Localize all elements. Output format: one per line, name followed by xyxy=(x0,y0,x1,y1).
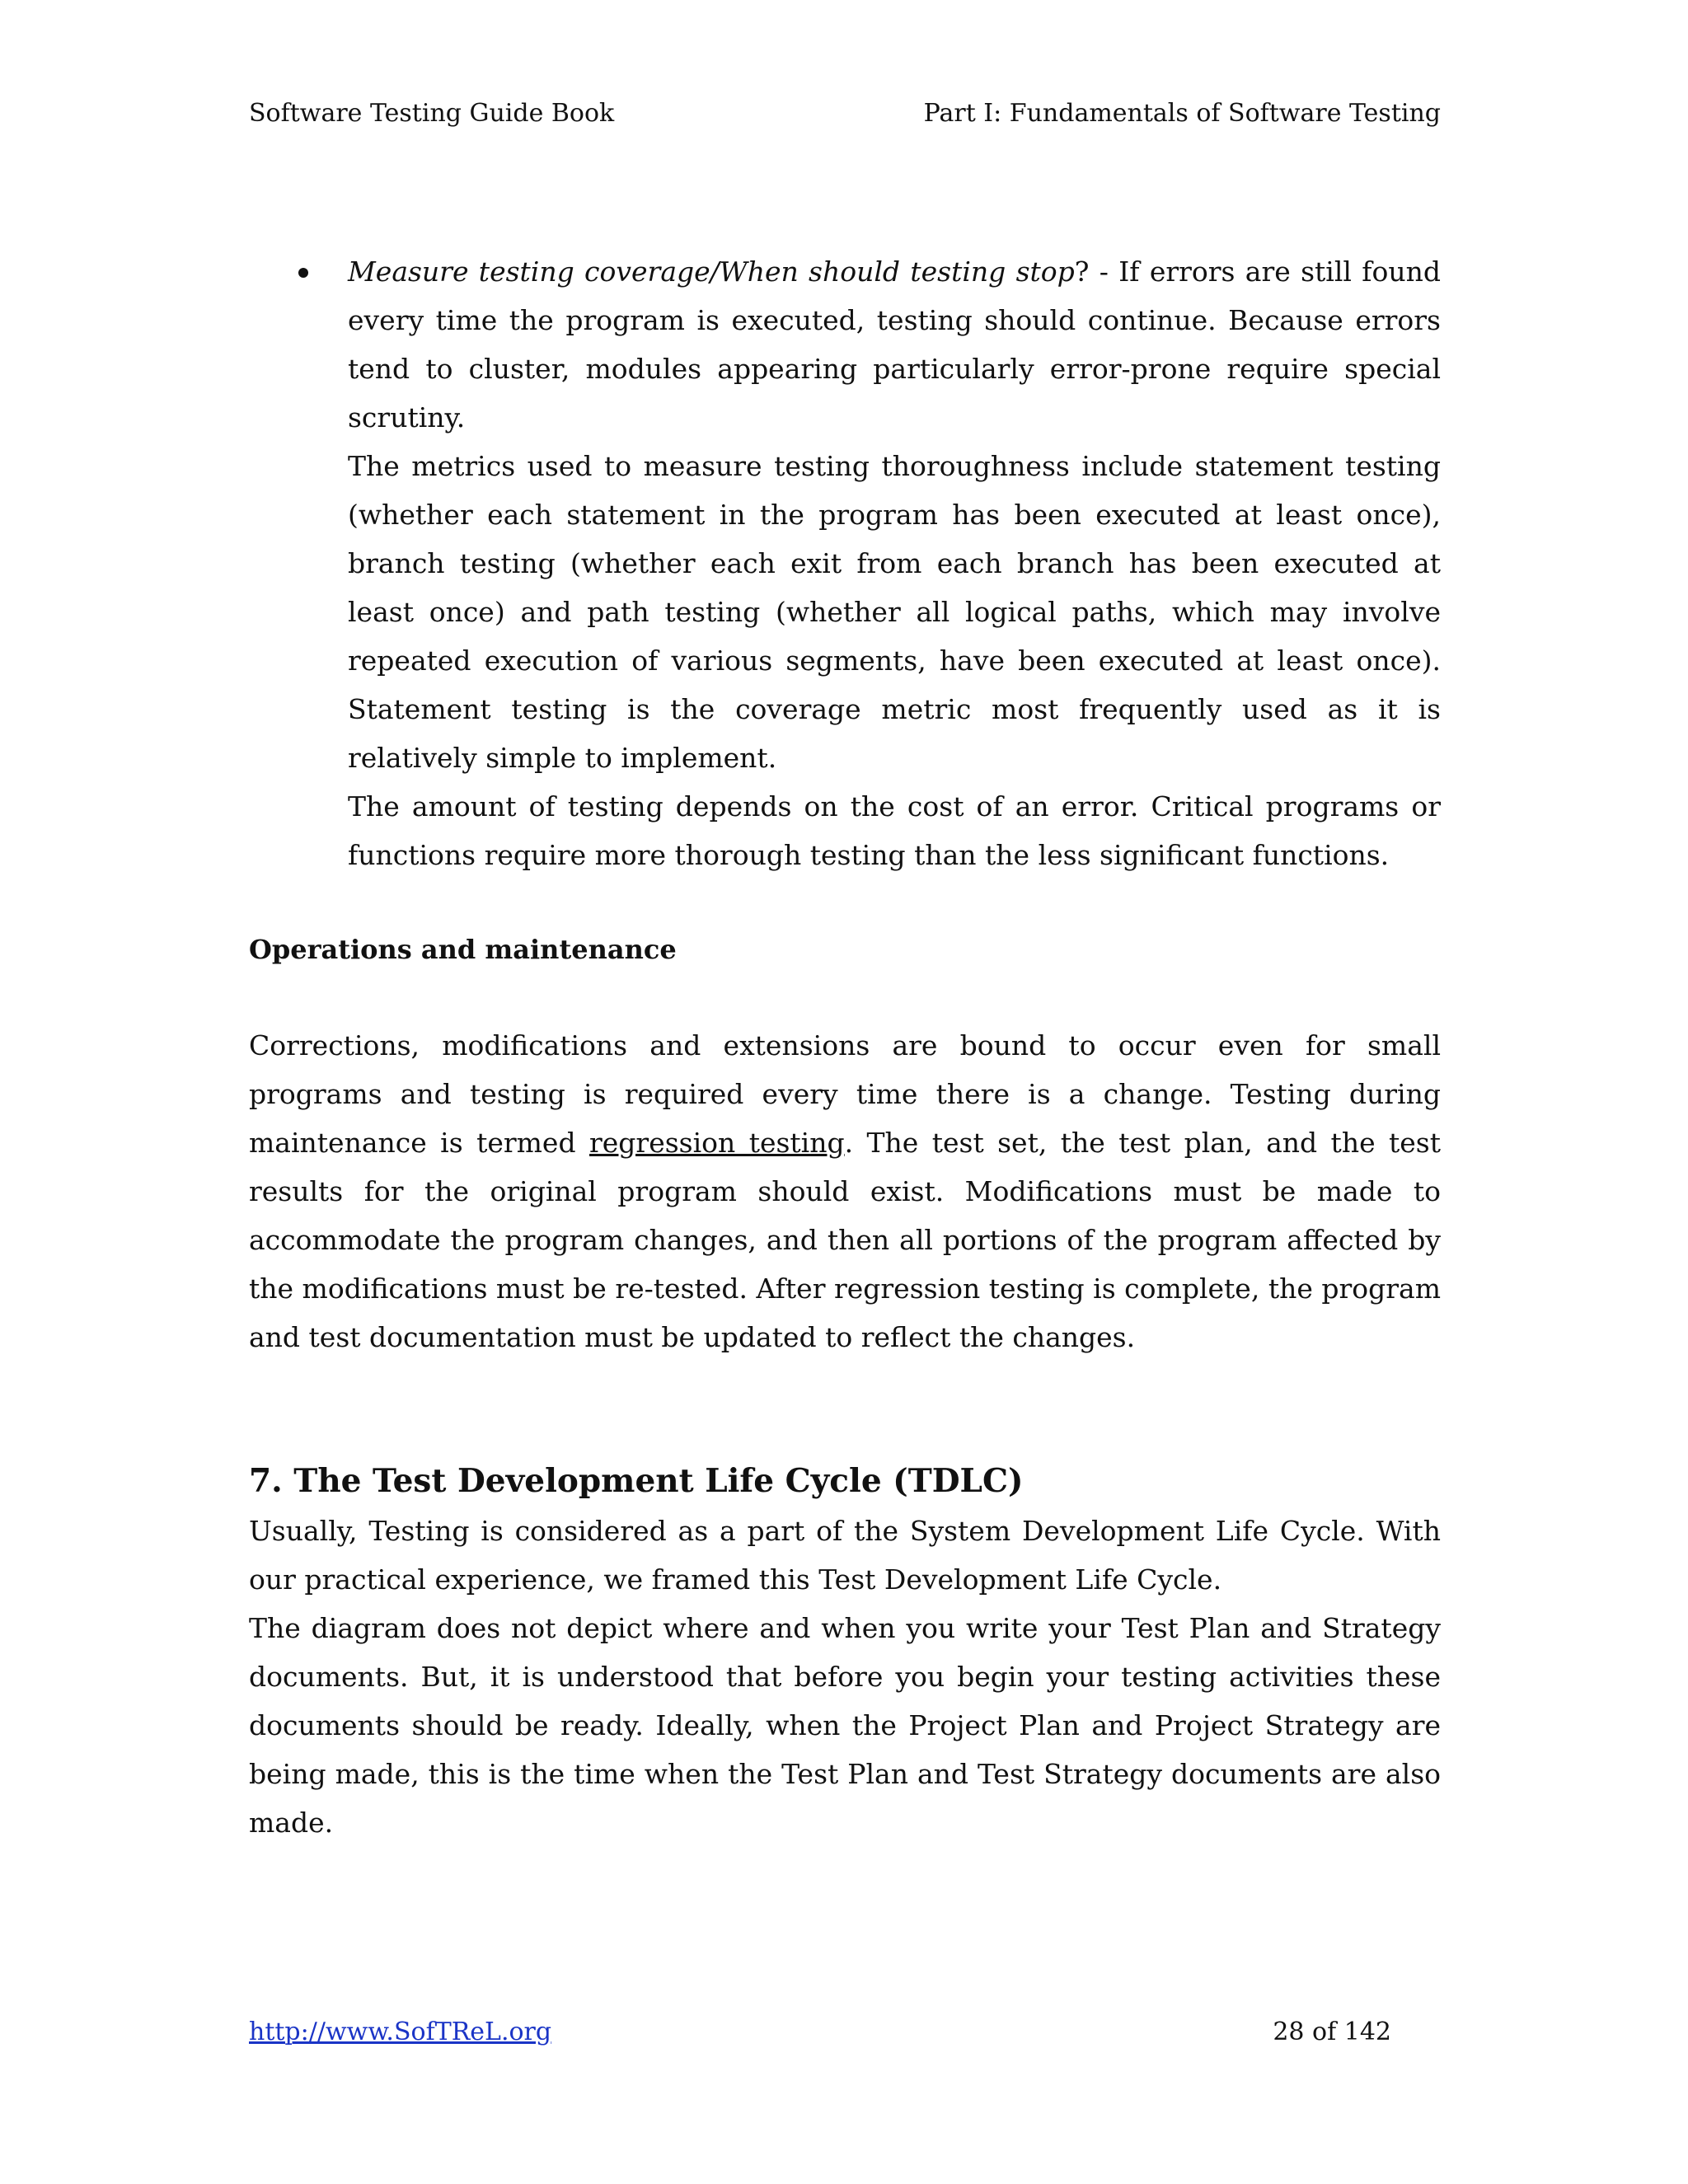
chapter-heading: 7. The Test Development Life Cycle (TDLC) xyxy=(249,1462,1024,1500)
bullet-lead-tail: ? - If errors are still found every time the program is executed, testing should continue. Because errors tend to cluster, modules appearing particularly error-prone require special scrutiny. xyxy=(348,255,1441,434)
part-title: Part I: Fundamentals of Software Testing xyxy=(923,99,1441,128)
bullet-icon xyxy=(298,268,308,278)
page-content xyxy=(249,247,1441,1847)
footer-website-link[interactable]: http://www.SofTReL.org xyxy=(249,2018,552,2046)
bullet-paragraph-3: The amount of testing depends on the cost of an error. Critical programs or functions require more thorough testing than the less significant functions. xyxy=(348,790,1441,871)
bullet-paragraph-2: The metrics used to measure testing thoroughness include statement testing (whether each statement in the program has been executed at least once), branch testing (whether each exit from each branch has been executed at least once) and path testing (whether all logical paths, which may involve repeated execution of various segments, have been executed at least once). Statement testing is the coverage metric most frequently used as it is relatively simple to implement. xyxy=(348,450,1441,774)
chapter-paragraph-1: Usually, Testing is considered as a part of the System Development Life Cycle. With our practical experience, we framed this Test Development Life Cycle. xyxy=(249,1515,1441,1596)
chapter-paragraph-2: The diagram does not depict where and when you write your Test Plan and Strategy documents. But, it is understood that before you begin your testing activities these documents should be ready. Ideally, when the Project Plan and Project Strategy are being made, this is the time when the Test Plan and Test Strategy documents are also made. xyxy=(249,1612,1441,1839)
regression-testing-term: regression testing xyxy=(589,1127,845,1159)
operations-text-after: . The test set, the test plan, and the test results for the original program should exist. Modifications must be made to accommodate the program changes, and then all portions of the program affected by the modifications must be re-tested. After regression testing is complete, the program and test documentation must be updated to reflect the changes. xyxy=(249,1127,1441,1353)
bullet-item-testing-coverage xyxy=(249,247,1441,879)
book-title: Software Testing Guide Book xyxy=(249,99,615,128)
operations-heading: Operations and maintenance xyxy=(249,934,677,965)
bullet-paragraph-1 xyxy=(348,247,1441,442)
operations-paragraph xyxy=(249,1021,1441,1361)
bullet-italic-lead: Measure testing coverage/When should testing stop xyxy=(348,255,1075,288)
page-number: 28 of 142 xyxy=(1273,2018,1391,2046)
operations-text-before: Corrections, modifications and extensions are bound to occur even for small programs and testing is required every time there is a change. Testing during maintenance is termed xyxy=(249,1029,1441,1159)
